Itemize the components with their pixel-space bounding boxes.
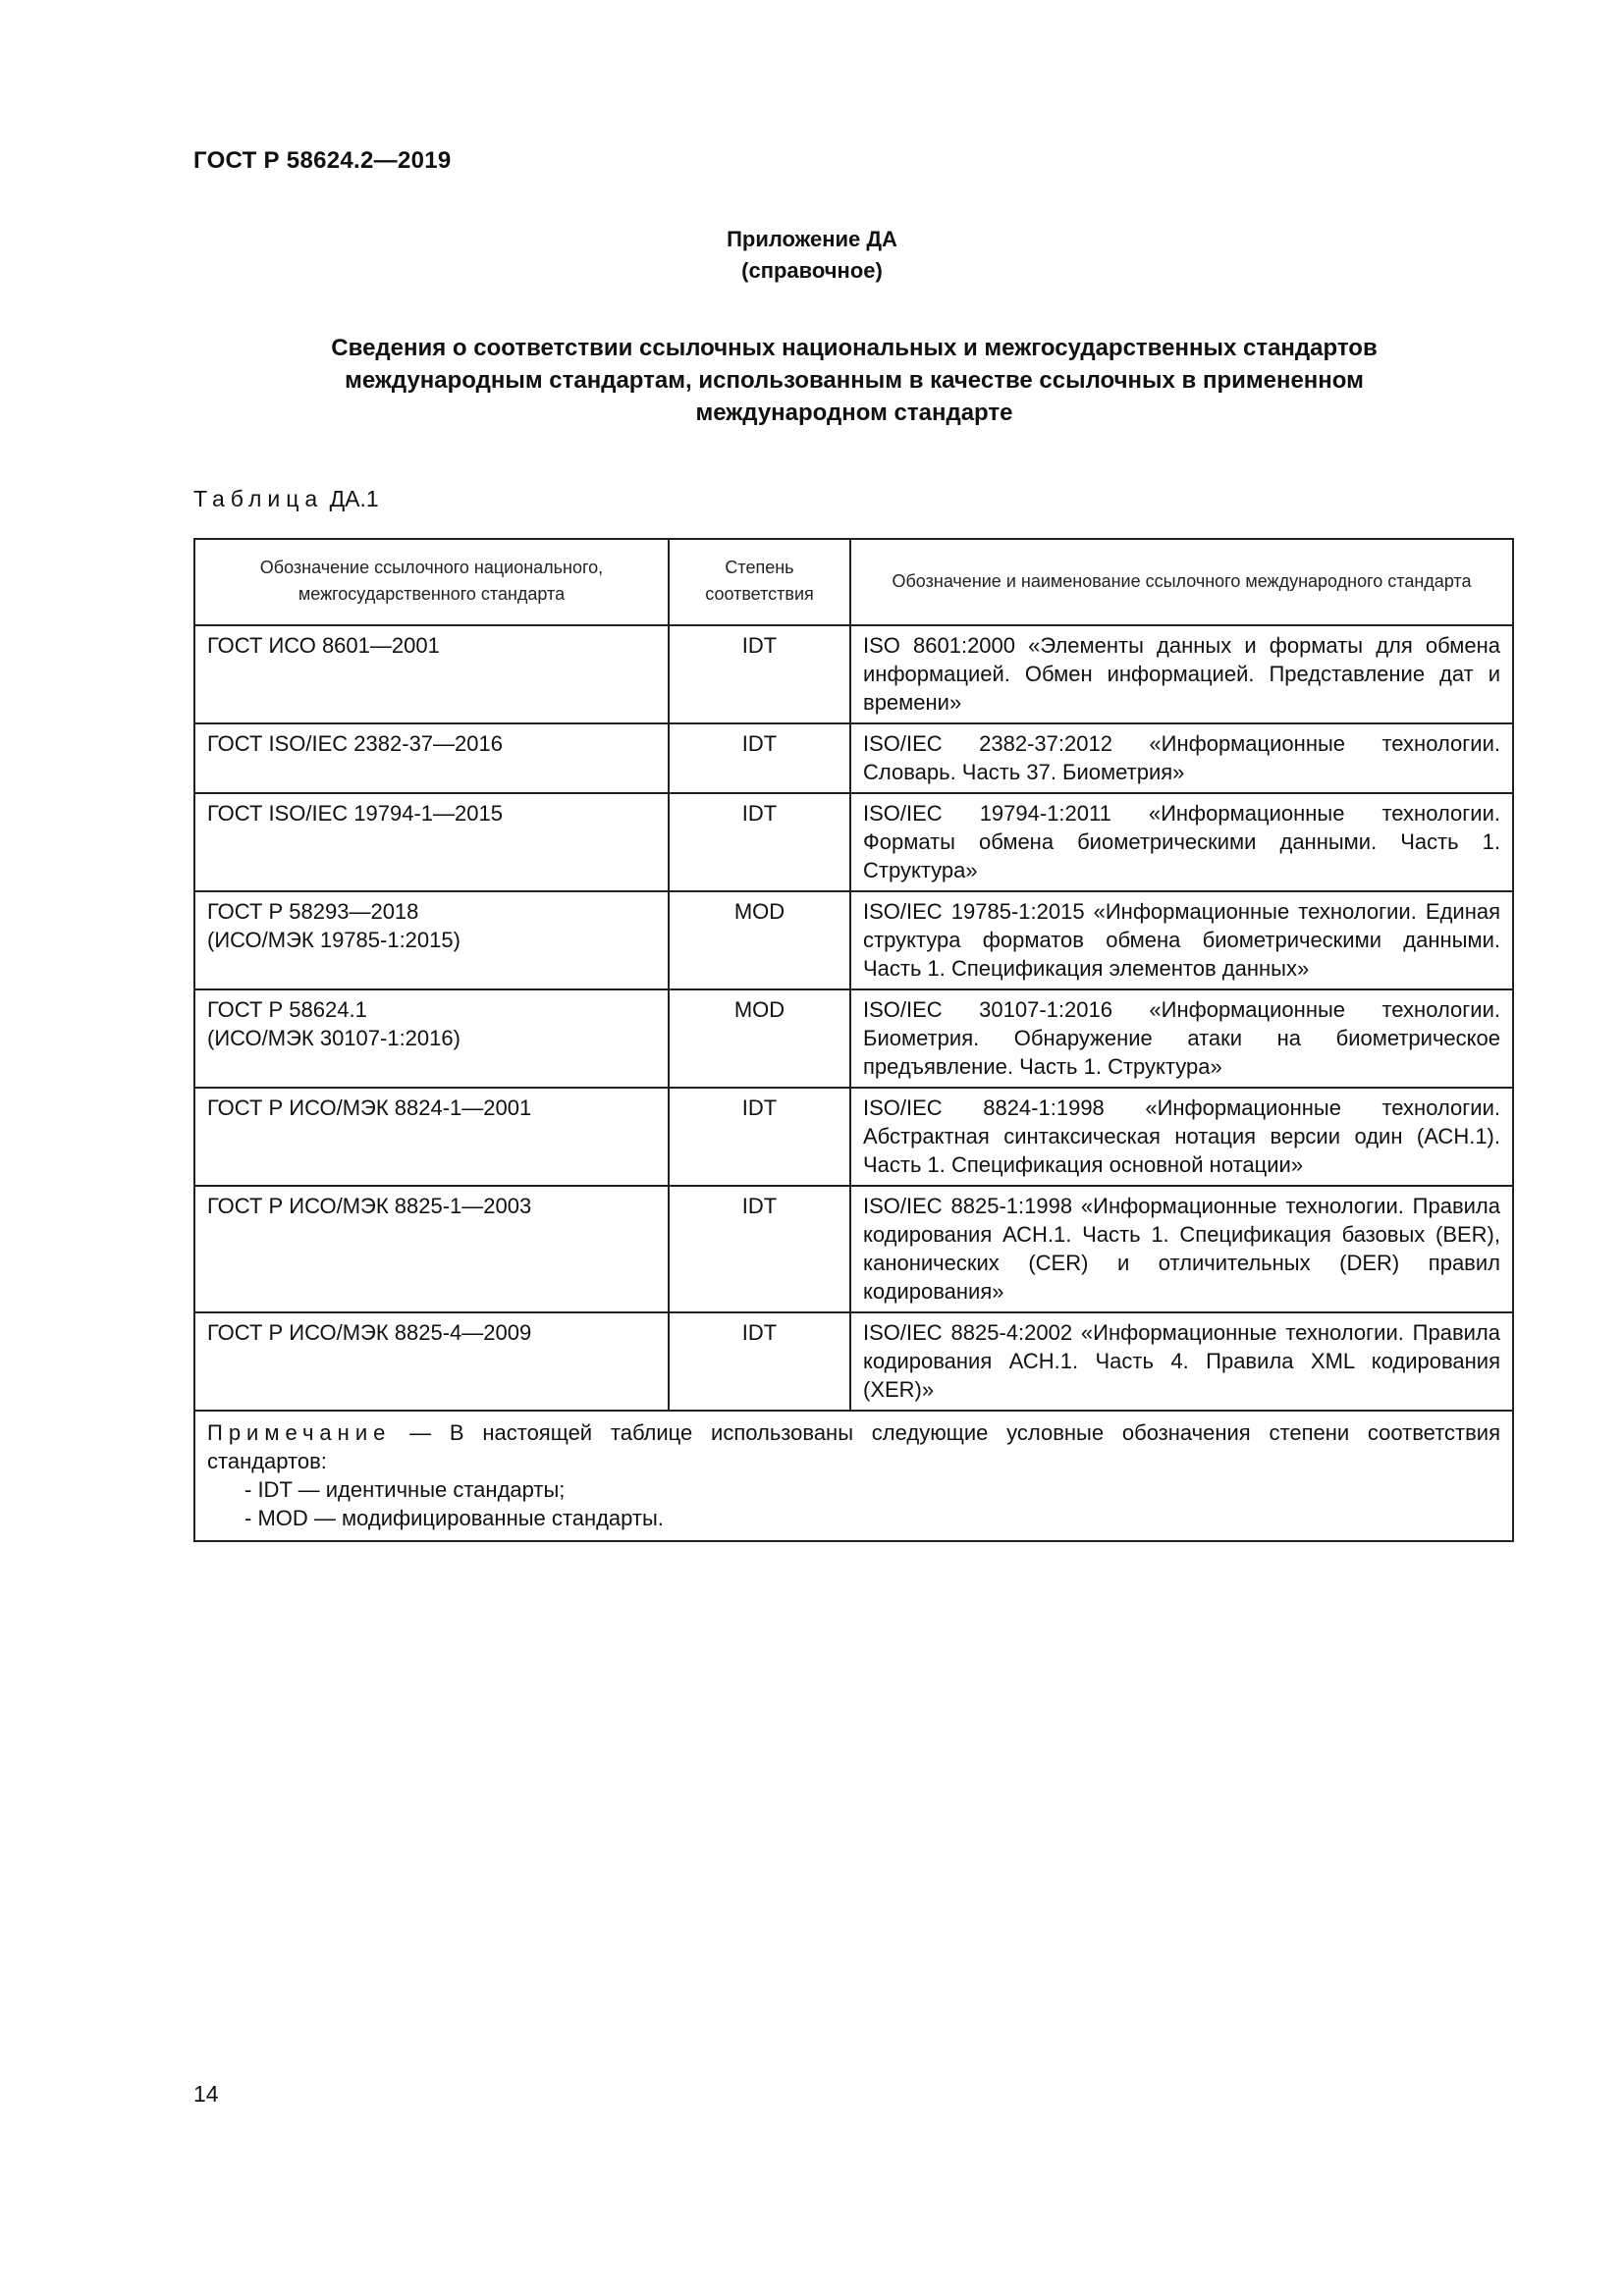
international-standard-cell: ISO/IEC 19794-1:2011 «Информационные технологии. Форматы обмена биометрическими данными. Часть 1. Структура»: [850, 793, 1513, 891]
national-standard-cell: [194, 793, 669, 891]
national-standard: ГОСТ ISO/IEC 19794-1—2015: [207, 801, 503, 826]
international-standard-cell: ISO 8601:2000 «Элементы данных и форматы для обмена информацией. Обмен информацией. Представление дат и времени»: [850, 625, 1513, 723]
table-row: [194, 625, 1513, 723]
main-title-line: Сведения о соответствии ссылочных национальных и межгосударственных стандартов: [331, 335, 1378, 361]
degree-cell: MOD: [669, 891, 850, 989]
table-caption-prefix: Таблица: [193, 486, 324, 511]
table-row: [194, 891, 1513, 989]
column-header-degree: Степень соответствия: [669, 539, 850, 625]
national-standard-cell: [194, 989, 669, 1088]
column-header-national: Обозначение ссылочного национального, межгосударственного стандарта: [194, 539, 669, 625]
main-title-line: международном стандарте: [695, 400, 1013, 426]
national-standard-cell: [194, 891, 669, 989]
standards-correspondence-table: [193, 538, 1514, 1542]
note-item-mod: - MOD — модифицированные стандарты.: [244, 1506, 664, 1530]
table-row: [194, 989, 1513, 1088]
national-standard-cell: [194, 625, 669, 723]
national-standard-cell: [194, 1088, 669, 1186]
degree-cell: IDT: [669, 1186, 850, 1312]
table-row: [194, 793, 1513, 891]
table-caption-id: ДА.1: [329, 486, 379, 511]
degree-cell: IDT: [669, 1088, 850, 1186]
table-row: [194, 723, 1513, 793]
degree-cell: IDT: [669, 625, 850, 723]
international-standard-cell: ISO/IEC 30107-1:2016 «Информационные технологии. Биометрия. Обнаружение атаки на биометрическое предъявление. Часть 1. Структура»: [850, 989, 1513, 1088]
main-title: [196, 332, 1512, 429]
annex-title: Приложение ДА: [727, 227, 897, 251]
international-standard-cell: ISO/IEC 19785-1:2015 «Информационные технологии. Единая структура форматов обмена биометрическими данными. Часть 1. Спецификация элементов данных»: [850, 891, 1513, 989]
annex-heading: [0, 224, 1624, 287]
note-item-idt: - IDT — идентичные стандарты;: [244, 1477, 566, 1502]
international-standard-cell: ISO/IEC 8825-4:2002 «Информационные технологии. Правила кодирования АСН.1. Часть 4. Правила XML кодирования (XER)»: [850, 1312, 1513, 1411]
degree-cell: MOD: [669, 989, 850, 1088]
national-standard: ГОСТ Р 58624.1: [207, 997, 367, 1022]
note-label: Примечание: [207, 1420, 392, 1445]
degree-cell: IDT: [669, 1312, 850, 1411]
national-standard-cell: [194, 723, 669, 793]
degree-cell: IDT: [669, 723, 850, 793]
column-header-international: Обозначение и наименование ссылочного международного стандарта: [850, 539, 1513, 625]
international-standard-cell: ISO/IEC 8825-1:1998 «Информационные технологии. Правила кодирования АСН.1. Часть 1. Спецификация базовых (BER), канонических (CER) и отличительных (DER) правил кодирования»: [850, 1186, 1513, 1312]
international-standard-cell: ISO/IEC 2382-37:2012 «Информационные технологии. Словарь. Часть 37. Биометрия»: [850, 723, 1513, 793]
table-row: [194, 1186, 1513, 1312]
page-number: 14: [193, 2081, 219, 2107]
national-standard-extra: (ИСО/МЭК 19785-1:2015): [207, 928, 460, 952]
table-row: [194, 1088, 1513, 1186]
degree-cell: IDT: [669, 793, 850, 891]
table-note: [194, 1411, 1513, 1541]
table-note-row: [194, 1411, 1513, 1541]
national-standard-cell: [194, 1312, 669, 1411]
national-standard-extra: (ИСО/МЭК 30107-1:2016): [207, 1026, 460, 1050]
national-standard: ГОСТ Р 58293—2018: [207, 899, 419, 924]
document-code-header: ГОСТ Р 58624.2—2019: [193, 147, 452, 174]
national-standard-cell: [194, 1186, 669, 1312]
national-standard: ГОСТ Р ИСО/МЭК 8825-4—2009: [207, 1320, 532, 1345]
international-standard-cell: ISO/IEC 8824-1:1998 «Информационные технологии. Абстрактная синтаксическая нотация версии один (АСН.1). Часть 1. Спецификация основной нотации»: [850, 1088, 1513, 1186]
national-standard: ГОСТ Р ИСО/МЭК 8825-1—2003: [207, 1194, 532, 1218]
national-standard: ГОСТ ISO/IEC 2382-37—2016: [207, 731, 503, 756]
table-caption: [193, 486, 379, 512]
annex-kind: (справочное): [741, 258, 883, 283]
national-standard: ГОСТ Р ИСО/МЭК 8824-1—2001: [207, 1095, 532, 1120]
note-text: — В настоящей таблице использованы следующие условные обозначения степени соответствия стандартов:: [207, 1420, 1500, 1473]
table-row: [194, 1312, 1513, 1411]
table-header-row: [194, 539, 1513, 625]
main-title-line: международным стандартам, использованным в качестве ссылочных в примененном: [345, 367, 1364, 394]
national-standard: ГОСТ ИСО 8601—2001: [207, 633, 440, 658]
